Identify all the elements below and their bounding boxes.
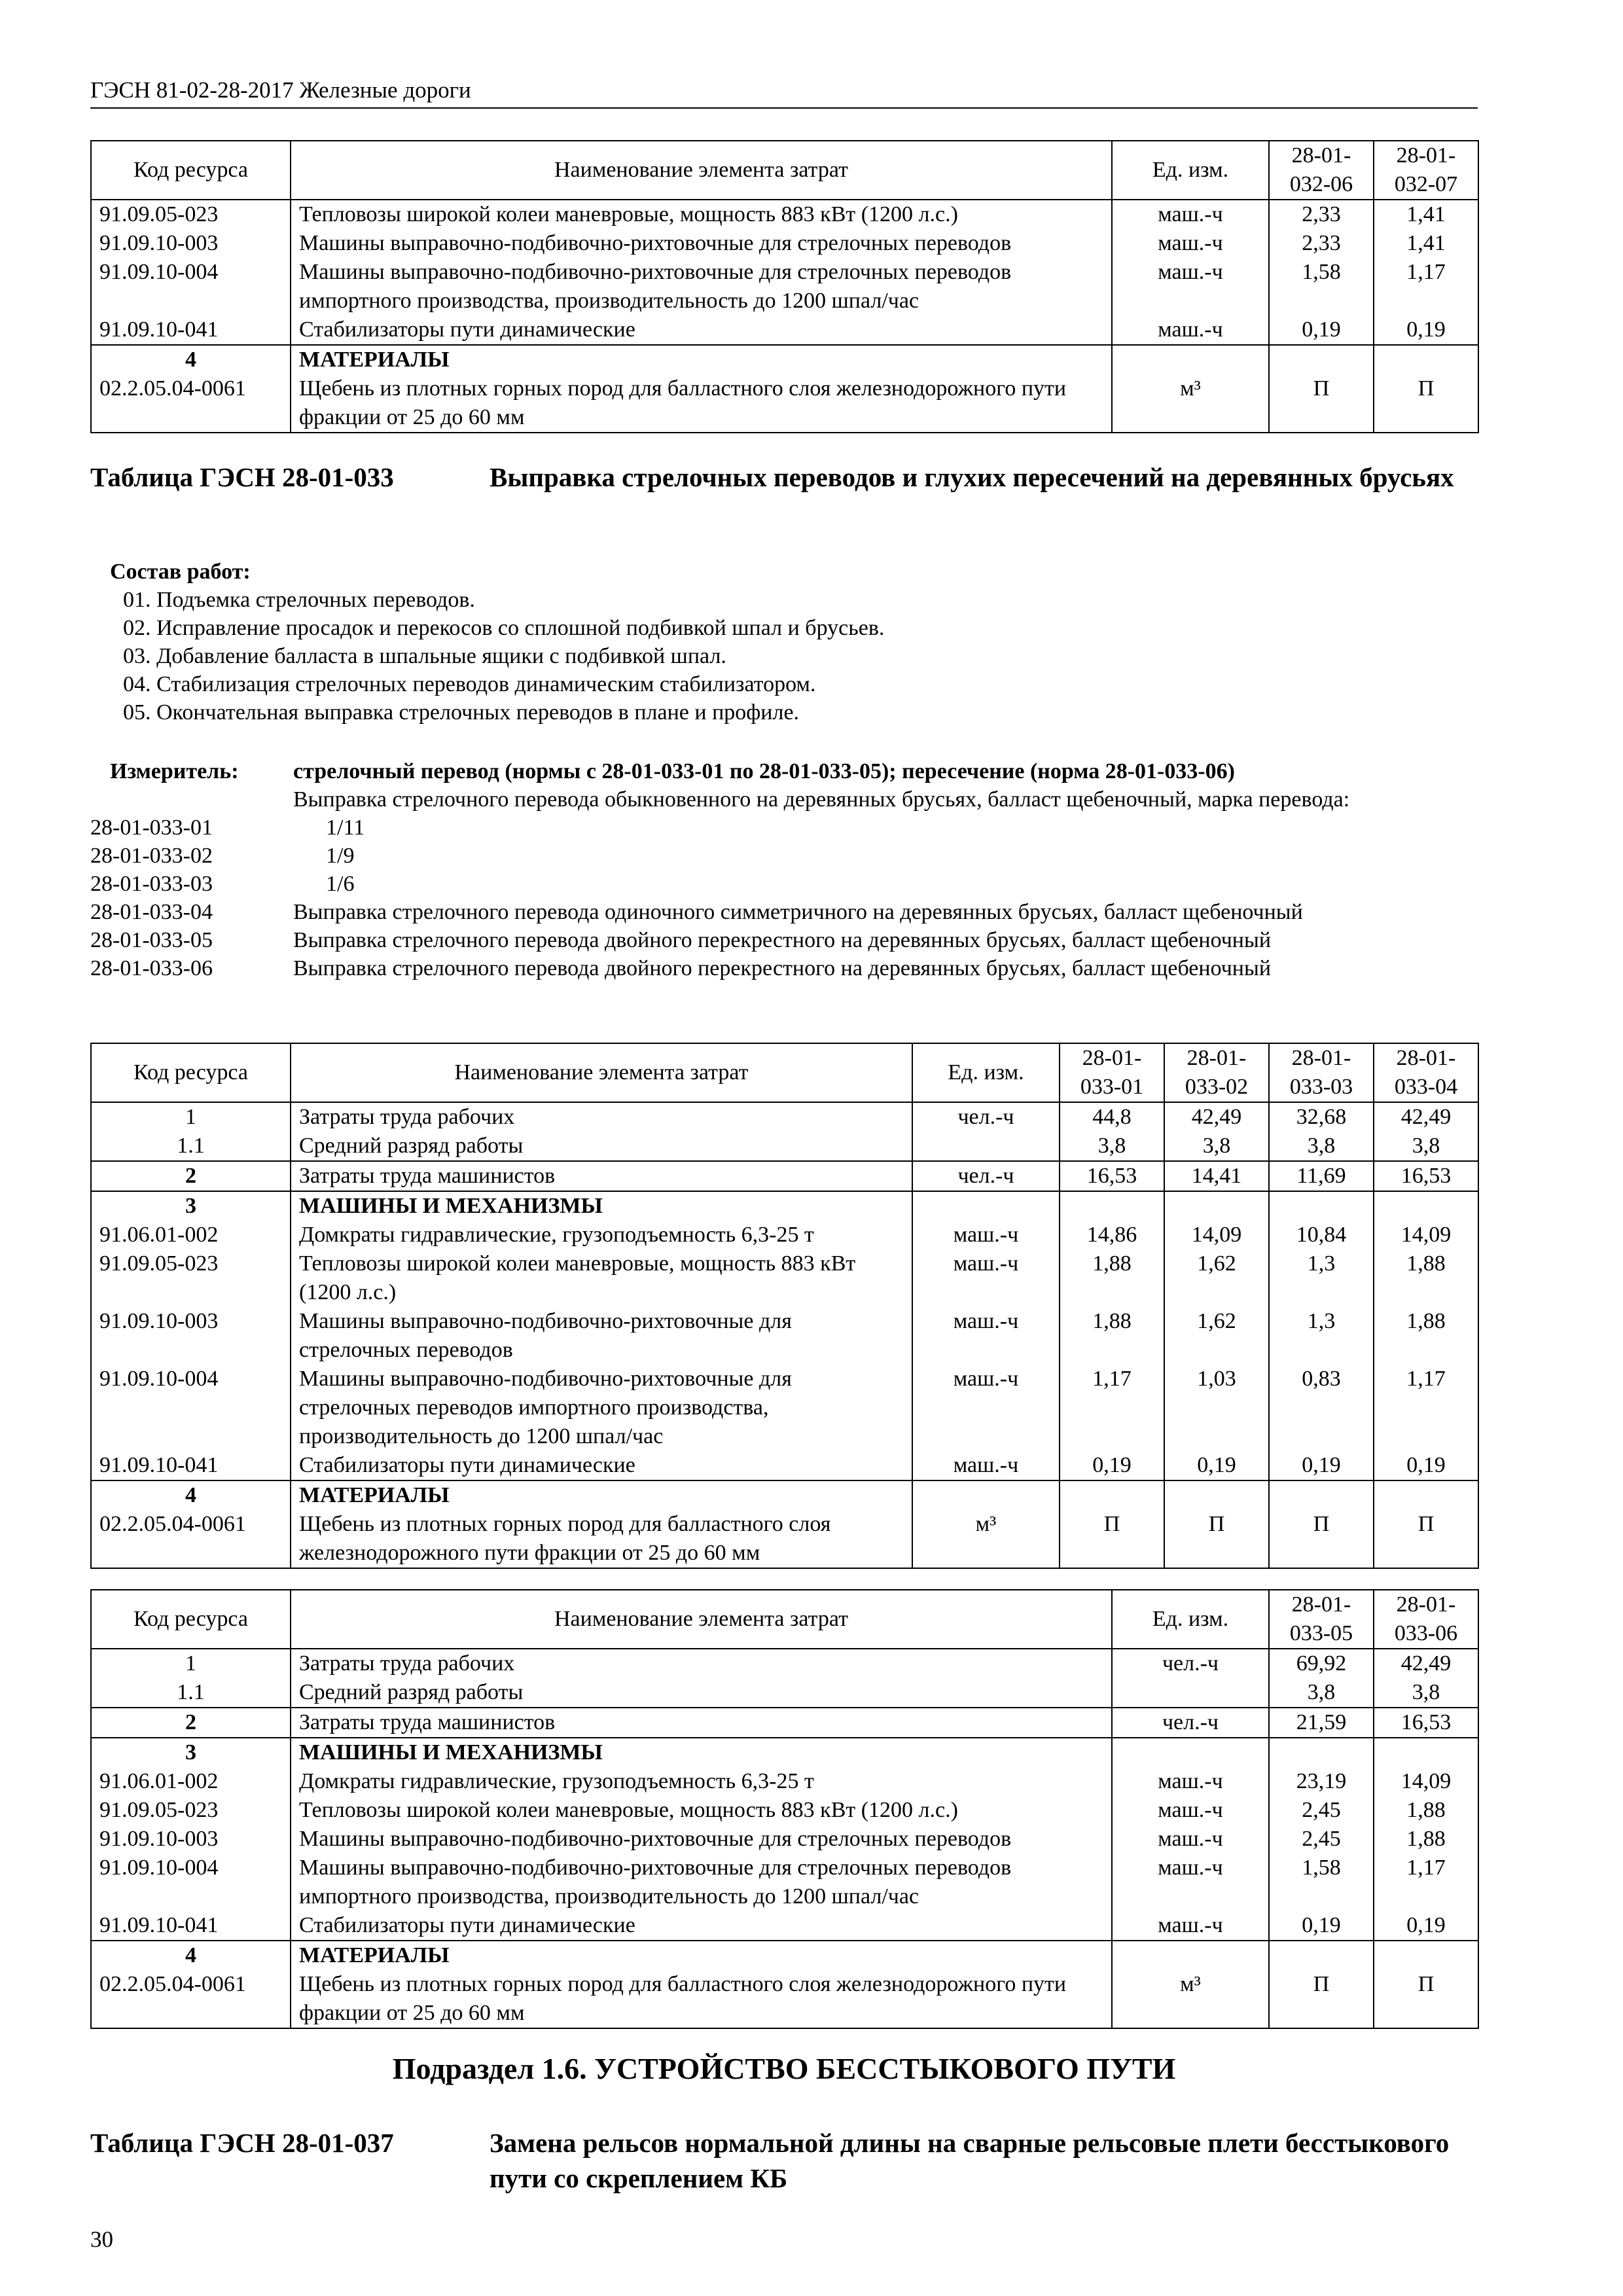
table-group-row xyxy=(91,1738,1478,1767)
norm-value: 21,59 xyxy=(1269,1708,1374,1738)
norm-value: 0,19 xyxy=(1060,1451,1164,1480)
group-code: 3 xyxy=(91,1191,291,1221)
norm-value: 2,33 xyxy=(1269,229,1374,258)
resource-code: 2 xyxy=(91,1708,291,1738)
resource-name: Стабилизаторы пути динамические xyxy=(291,1451,912,1480)
col-header-norm: 28-01-033-01 xyxy=(1060,1043,1164,1102)
resource-name: Средний разряд работы xyxy=(291,1132,912,1161)
table-group-row xyxy=(91,1480,1478,1510)
table-row xyxy=(91,1161,1478,1191)
col-header-norm: 28-01-032-06 xyxy=(1269,141,1374,200)
group-name: МАШИНЫ И МЕХАНИЗМЫ xyxy=(291,1738,1112,1767)
norm-value: 1,88 xyxy=(1374,1796,1478,1825)
norm-value: 16,53 xyxy=(1060,1161,1164,1191)
norm-value: 1,17 xyxy=(1374,1854,1478,1911)
resource-name: Домкраты гидравлические, грузоподъемность 6,3-25 т xyxy=(291,1221,912,1249)
norm-value: 42,49 xyxy=(1374,1102,1478,1132)
table-title-037 xyxy=(90,2125,1471,2196)
resource-code: 02.2.05.04-0061 xyxy=(91,1510,291,1568)
resource-unit: чел.-ч xyxy=(912,1161,1060,1191)
norm-code: 28-01-033-04 xyxy=(90,900,213,924)
table-row xyxy=(91,315,1478,345)
norm-table-033-b xyxy=(90,1589,1479,2029)
col-header-code: Код ресурса xyxy=(91,1590,291,1649)
meter-block xyxy=(90,757,1478,982)
resource-code: 91.09.10-003 xyxy=(91,1307,291,1365)
norm-value: П xyxy=(1269,1970,1374,2028)
resource-name: Тепловозы широкой колеи маневровые, мощность 883 кВт (1200 л.с.) xyxy=(291,1249,912,1307)
table-row xyxy=(91,1307,1478,1365)
norm-item xyxy=(90,842,1478,870)
norm-value: 42,49 xyxy=(1164,1102,1269,1132)
resource-unit: м³ xyxy=(1112,1970,1269,2028)
norm-value: 1,58 xyxy=(1269,258,1374,315)
resource-unit: маш.-ч xyxy=(1112,1911,1269,1941)
resource-unit xyxy=(912,1132,1060,1161)
table-group-row xyxy=(91,1941,1478,1970)
norm-value: 1,03 xyxy=(1164,1365,1269,1451)
resource-code: 91.06.01-002 xyxy=(91,1767,291,1796)
norm-item xyxy=(90,954,1478,982)
col-header-code: Код ресурса xyxy=(91,1043,291,1102)
resource-code: 02.2.05.04-0061 xyxy=(91,374,291,433)
resource-name: Затраты труда рабочих xyxy=(291,1102,912,1132)
resource-unit: маш.-ч xyxy=(1112,1796,1269,1825)
meter-value: стрелочный перевод (нормы с 28-01-033-01 по 28-01-033-05); пересечение (норма 28-01-033-06) xyxy=(293,759,1236,783)
norm-value: 14,09 xyxy=(1164,1221,1269,1249)
norm-item xyxy=(90,870,1478,898)
norm-value: 1,3 xyxy=(1269,1307,1374,1365)
norm-code: 28-01-033-01 xyxy=(90,816,213,840)
col-header-norm: 28-01-033-02 xyxy=(1164,1043,1269,1102)
resource-unit: маш.-ч xyxy=(912,1249,1060,1307)
norm-value: 11,69 xyxy=(1269,1161,1374,1191)
norm-value: П xyxy=(1374,1970,1478,2028)
norm-value: 1,17 xyxy=(1374,1365,1478,1451)
norm-value: 3,8 xyxy=(1269,1678,1374,1708)
table-row xyxy=(91,1451,1478,1480)
resource-code: 91.09.10-004 xyxy=(91,258,291,315)
norm-value: 1,3 xyxy=(1269,1249,1374,1307)
norm-value: 1,88 xyxy=(1060,1307,1164,1365)
norm-value: 3,8 xyxy=(1374,1132,1478,1161)
table-row xyxy=(91,1767,1478,1796)
norm-text: 1/11 xyxy=(326,816,365,840)
norm-value: 0,83 xyxy=(1269,1365,1374,1451)
norm-text: 1/9 xyxy=(326,844,355,868)
norm-value: 10,84 xyxy=(1269,1221,1374,1249)
col-header-norm: 28-01-033-03 xyxy=(1269,1043,1374,1102)
col-header-norm: 28-01-032-07 xyxy=(1374,141,1478,200)
norm-item xyxy=(90,898,1478,926)
norm-value: П xyxy=(1164,1510,1269,1568)
table-header-row xyxy=(91,1590,1478,1649)
resource-unit: маш.-ч xyxy=(912,1221,1060,1249)
norm-value: 1,41 xyxy=(1374,200,1478,229)
table-row xyxy=(91,1221,1478,1249)
norm-code: 28-01-033-05 xyxy=(90,928,213,952)
resource-unit: маш.-ч xyxy=(912,1365,1060,1451)
resource-code: 91.09.10-041 xyxy=(91,1451,291,1480)
resource-name: Средний разряд работы xyxy=(291,1678,1112,1708)
resource-code: 91.09.10-004 xyxy=(91,1365,291,1451)
resource-name: Машины выправочно-подбивочно-рихтовочные для стрелочных переводов импортного производства, производительность до 1200 шпал/час xyxy=(291,1854,1112,1911)
norm-value: 1,17 xyxy=(1060,1365,1164,1451)
norm-value: 2,45 xyxy=(1269,1796,1374,1825)
group-name: МАТЕРИАЛЫ xyxy=(291,1941,1112,1970)
norm-value: П xyxy=(1269,374,1374,433)
norm-code: 28-01-033-03 xyxy=(90,872,213,896)
table-row xyxy=(91,1649,1478,1678)
norm-value: 0,19 xyxy=(1374,1911,1478,1941)
resource-name: Стабилизаторы пути динамические xyxy=(291,1911,1112,1941)
resource-code: 91.06.01-002 xyxy=(91,1221,291,1249)
resource-unit: маш.-ч xyxy=(912,1451,1060,1480)
page-number: 30 xyxy=(90,2227,113,2252)
resource-name: Машины выправочно-подбивочно-рихтовочные для стрелочных переводов xyxy=(291,229,1112,258)
resource-code: 91.09.10-041 xyxy=(91,1911,291,1941)
table-row xyxy=(91,1678,1478,1708)
norm-value: 3,8 xyxy=(1060,1132,1164,1161)
norm-value: 16,53 xyxy=(1374,1161,1478,1191)
table-header-row xyxy=(91,1043,1478,1102)
resource-unit: м³ xyxy=(1112,374,1269,433)
work-item: 02. Исправление просадок и перекосов со сплошной подбивкой шпал и брусьев. xyxy=(123,616,885,640)
table-name: Замена рельсов нормальной длины на сварные рельсовые плети бесстыкового пути со скреплением КБ xyxy=(490,2128,1450,2193)
norm-value: 44,8 xyxy=(1060,1102,1164,1132)
resource-unit: чел.-ч xyxy=(912,1102,1060,1132)
group-name: МАТЕРИАЛЫ xyxy=(291,1480,912,1510)
table-row xyxy=(91,1854,1478,1911)
norm-value: 0,19 xyxy=(1374,315,1478,345)
norm-value: 2,33 xyxy=(1269,200,1374,229)
meter-description: Выправка стрелочного перевода обыкновенного на деревянных брусьях, балласт щебеночный, марка перевода: xyxy=(293,787,1350,812)
resource-code: 91.09.10-003 xyxy=(91,229,291,258)
norm-table-032 xyxy=(90,140,1479,433)
col-header-unit: Ед. изм. xyxy=(1112,1590,1269,1649)
resource-code: 91.09.05-023 xyxy=(91,1249,291,1307)
norm-item xyxy=(90,926,1478,954)
resource-unit: чел.-ч xyxy=(1112,1708,1269,1738)
norm-value: 0,19 xyxy=(1269,315,1374,345)
works-composition xyxy=(90,558,884,726)
resource-code: 1.1 xyxy=(91,1678,291,1708)
table-row xyxy=(91,200,1478,229)
norm-value: 42,49 xyxy=(1374,1649,1478,1678)
resource-code: 91.09.05-023 xyxy=(91,1796,291,1825)
resource-unit: чел.-ч xyxy=(1112,1649,1269,1678)
norm-value: 1,88 xyxy=(1374,1825,1478,1854)
resource-name: Тепловозы широкой колеи маневровые, мощность 883 кВт (1200 л.с.) xyxy=(291,200,1112,229)
group-code: 3 xyxy=(91,1738,291,1767)
table-group-row xyxy=(91,345,1478,374)
table-name: Выправка стрелочных переводов и глухих пересечений на деревянных брусьях xyxy=(490,462,1454,492)
resource-unit: маш.-ч xyxy=(1112,258,1269,315)
resource-unit: м³ xyxy=(912,1510,1060,1568)
table-row xyxy=(91,1796,1478,1825)
norm-value: 1,88 xyxy=(1374,1249,1478,1307)
running-header: ГЭСН 81-02-28-2017 Железные дороги xyxy=(90,77,1478,109)
col-header-code: Код ресурса xyxy=(91,141,291,200)
table-row xyxy=(91,258,1478,315)
norm-value: 1,62 xyxy=(1164,1307,1269,1365)
norm-value: 3,8 xyxy=(1164,1132,1269,1161)
norm-text: Выправка стрелочного перевода двойного перекрестного на деревянных брусьях, балласт щебеночный xyxy=(293,928,1272,952)
resource-name: Щебень из плотных горных пород для балластного слоя железнодорожного пути фракции от 25 до 60 мм xyxy=(291,1510,912,1568)
norm-value: 14,86 xyxy=(1060,1221,1164,1249)
norm-value: 1,88 xyxy=(1374,1307,1478,1365)
norm-text: Выправка стрелочного перевода одиночного симметричного на деревянных брусьях, балласт щебеночный xyxy=(293,900,1303,924)
group-name: МАТЕРИАЛЫ xyxy=(291,345,1112,374)
norm-value: 1,41 xyxy=(1374,229,1478,258)
resource-name: Машины выправочно-подбивочно-рихтовочные для стрелочных переводов импортного производства, производительность до 1200 шпал/час xyxy=(291,258,1112,315)
table-row xyxy=(91,1825,1478,1854)
table-row xyxy=(91,1102,1478,1132)
norm-table-033-a xyxy=(90,1043,1479,1569)
meter-label: Измеритель: xyxy=(110,759,239,783)
work-item: 01. Подъемка стрелочных переводов. xyxy=(123,588,475,612)
works-header: Состав работ: xyxy=(110,560,251,584)
norm-value: 14,09 xyxy=(1374,1767,1478,1796)
resource-code: 02.2.05.04-0061 xyxy=(91,1970,291,2028)
resource-code: 2 xyxy=(91,1161,291,1191)
table-row xyxy=(91,374,1478,433)
resource-code: 91.09.05-023 xyxy=(91,200,291,229)
resource-code: 1 xyxy=(91,1102,291,1132)
norm-value: 2,45 xyxy=(1269,1825,1374,1854)
norm-value: 16,53 xyxy=(1374,1708,1478,1738)
col-header-name: Наименование элемента затрат xyxy=(291,1043,912,1102)
col-header-norm: 28-01-033-05 xyxy=(1269,1590,1374,1649)
table-row xyxy=(91,229,1478,258)
norm-value: 0,19 xyxy=(1374,1451,1478,1480)
resource-unit: маш.-ч xyxy=(1112,315,1269,345)
group-code: 4 xyxy=(91,345,291,374)
table-row xyxy=(91,1970,1478,2028)
resource-code: 91.09.10-004 xyxy=(91,1854,291,1911)
table-row xyxy=(91,1365,1478,1451)
norm-value: 1,62 xyxy=(1164,1249,1269,1307)
resource-unit: маш.-ч xyxy=(1112,1767,1269,1796)
col-header-norm: 28-01-033-06 xyxy=(1374,1590,1478,1649)
norm-value: П xyxy=(1060,1510,1164,1568)
norm-value: 3,8 xyxy=(1269,1132,1374,1161)
work-item: 05. Окончательная выправка стрелочных переводов в плане и профиле. xyxy=(123,700,800,725)
table-group-row xyxy=(91,1191,1478,1221)
resource-code: 1 xyxy=(91,1649,291,1678)
norm-value: 1,58 xyxy=(1269,1854,1374,1911)
resource-name: Затраты труда рабочих xyxy=(291,1649,1112,1678)
norm-code: 28-01-033-02 xyxy=(90,844,213,868)
group-name: МАШИНЫ И МЕХАНИЗМЫ xyxy=(291,1191,912,1221)
table-row xyxy=(91,1249,1478,1307)
resource-name: Стабилизаторы пути динамические xyxy=(291,315,1112,345)
norm-value: 14,41 xyxy=(1164,1161,1269,1191)
norm-value: П xyxy=(1269,1510,1374,1568)
norm-value: П xyxy=(1374,1510,1478,1568)
norm-value: 1,17 xyxy=(1374,258,1478,315)
table-row xyxy=(91,1132,1478,1161)
resource-unit: маш.-ч xyxy=(1112,229,1269,258)
work-item: 03. Добавление балласта в шпальные ящики с подбивкой шпал. xyxy=(123,644,726,668)
resource-name: Затраты труда машинистов xyxy=(291,1161,912,1191)
resource-unit: маш.-ч xyxy=(912,1307,1060,1365)
norm-value: 0,19 xyxy=(1269,1911,1374,1941)
table-number: Таблица ГЭСН 28-01-037 xyxy=(90,2128,394,2158)
col-header-name: Наименование элемента затрат xyxy=(291,141,1112,200)
norm-value: 0,19 xyxy=(1164,1451,1269,1480)
norm-text: 1/6 xyxy=(326,872,355,896)
col-header-unit: Ед. изм. xyxy=(1112,141,1269,200)
norm-value: 3,8 xyxy=(1374,1678,1478,1708)
norm-value: 23,19 xyxy=(1269,1767,1374,1796)
group-code: 4 xyxy=(91,1480,291,1510)
norm-value: 1,88 xyxy=(1060,1249,1164,1307)
table-row xyxy=(91,1708,1478,1738)
col-header-unit: Ед. изм. xyxy=(912,1043,1060,1102)
norm-value: 14,09 xyxy=(1374,1221,1478,1249)
col-header-name: Наименование элемента затрат xyxy=(291,1590,1112,1649)
work-item: 04. Стабилизация стрелочных переводов динамическим стабилизатором. xyxy=(123,672,816,696)
resource-unit: маш.-ч xyxy=(1112,200,1269,229)
resource-name: Машины выправочно-подбивочно-рихтовочные для стрелочных переводов xyxy=(291,1825,1112,1854)
resource-name: Домкраты гидравлические, грузоподъемность 6,3-25 т xyxy=(291,1767,1112,1796)
norm-value: 69,92 xyxy=(1269,1649,1374,1678)
resource-name: Машины выправочно-подбивочно-рихтовочные для стрелочных переводов импортного производства, производительность до 1200 шпал/час xyxy=(291,1365,912,1451)
norm-code: 28-01-033-06 xyxy=(90,956,213,980)
resource-name: Затраты труда машинистов xyxy=(291,1708,1112,1738)
norm-value: П xyxy=(1374,374,1478,433)
resource-name: Щебень из плотных горных пород для балластного слоя железнодорожного пути фракции от 25 до 60 мм xyxy=(291,374,1112,433)
table-header-row xyxy=(91,141,1478,200)
resource-name: Щебень из плотных горных пород для балластного слоя железнодорожного пути фракции от 25 до 60 мм xyxy=(291,1970,1112,2028)
norm-text: Выправка стрелочного перевода двойного перекрестного на деревянных брусьях, балласт щебеночный xyxy=(293,956,1272,980)
resource-name: Тепловозы широкой колеи маневровые, мощность 883 кВт (1200 л.с.) xyxy=(291,1796,1112,1825)
table-row xyxy=(91,1510,1478,1568)
resource-unit: маш.-ч xyxy=(1112,1854,1269,1911)
group-code: 4 xyxy=(91,1941,291,1970)
col-header-norm: 28-01-033-04 xyxy=(1374,1043,1478,1102)
resource-unit xyxy=(1112,1678,1269,1708)
norm-value: 0,19 xyxy=(1269,1451,1374,1480)
norm-item xyxy=(90,814,1478,842)
table-title-033 xyxy=(90,459,1471,495)
resource-code: 91.09.10-003 xyxy=(91,1825,291,1854)
resource-name: Машины выправочно-подбивочно-рихтовочные для стрелочных переводов xyxy=(291,1307,912,1365)
subsection-heading: Подраздел 1.6. УСТРОЙСТВО БЕССТЫКОВОГО ПУТИ xyxy=(392,2052,1176,2085)
table-row xyxy=(91,1911,1478,1941)
table-number: Таблица ГЭСН 28-01-033 xyxy=(90,462,394,492)
resource-unit: маш.-ч xyxy=(1112,1825,1269,1854)
resource-code: 1.1 xyxy=(91,1132,291,1161)
resource-code: 91.09.10-041 xyxy=(91,315,291,345)
norm-value: 32,68 xyxy=(1269,1102,1374,1132)
